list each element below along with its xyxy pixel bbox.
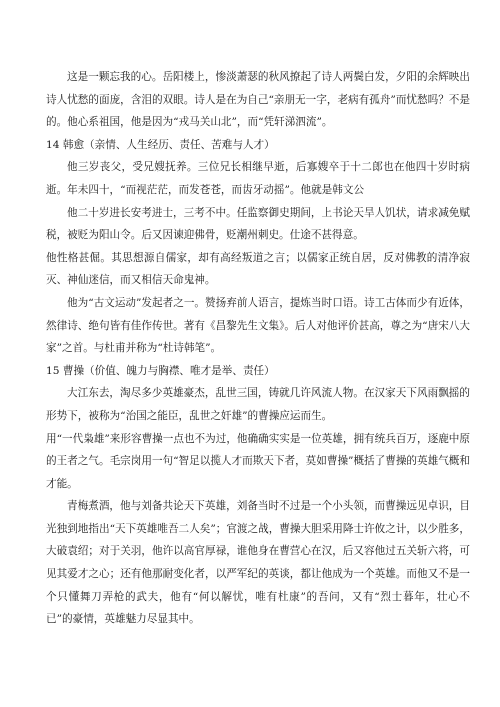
section-heading-15: 15 曹操（价值、魄力与胸襟、唯才是举、责任） (46, 364, 275, 377)
section-heading-14: 14 韩愈（亲情、人生经历、责任、苦难与人才） (46, 138, 275, 151)
paragraph-9: 用“一代枭雄”来形容曹操一点也不为过，他确确实实是一位英雄，拥有统兵百万，逐鹿中原的王者之气。毛宗岗用一句“智足以揽人才而欺天下者，莫如曹操”概括了曹操的英雄气概和才能。 (46, 432, 470, 490)
paragraph-6: 他为“古文运动”发起者之一。赞扬弃前人语言，提炼当时口语。诗工古体而少有近体，然律诗、绝句皆有佳作传世。著有《昌黎先生文集》。后人对他评价甚高，尊之为“唐宋八大家”之首。与杜甫并称为“杜诗韩笔”。 (46, 296, 470, 355)
paragraph-10: 青梅煮酒，他与刘备共论天下英雄，刘备当时不过是一个小头领，而曹操远见卓识，目光独到地指出“天下英雄唯吾二人矣”；官渡之战，曹操大胆采用降士许攸之计，以少胜多，大破袁绍；对于关羽，他许以高官厚禄，谁他身在曹营心在汉，后又容他过五关斩六将，可见其爱才之心；还有他那耐变化者，以严军纪的英谈，都让他成为一个英雄。而他又不是一个只懂舞刀弄枪的武夫，他有“何以解忧，唯有杜康”的吾问，又有“烈士暮年，壮心不已”的豪情，英雄魅力尽显其中。 (46, 500, 470, 626)
paragraph-4: 他二十岁进长安考进士，三考不中。任监察御史期间，上书论天旱人饥状，请求减免赋税，被贬为阳山令。后又因谏迎佛骨，贬潮州刺史。仕途不甚得意。 (46, 206, 470, 242)
paragraph-5: 他性格甚倔。其思想源自儒家，却有高经叛道之言；以儒家正统自居，反对佛教的清净寂灭、神仙迷信，而又相信天命鬼神。 (46, 251, 470, 287)
paragraph-1: 这是一颗忘我的心。岳阳楼上，惨淡萧瑟的秋风撩起了诗人两鬓白发，夕阳的余辉映出诗人忧愁的面庞，含泪的双眼。诗人是在为自己“亲朋无一字，老病有孤舟”而忧愁吗？不是的。他心系祖国，他是因为“戎马关山北”，而“凭轩涕泗流”。 (46, 71, 470, 129)
paragraph-8: 大江东去，淘尽多少英雄豪杰，乱世三国，铸就几许风流人物。在汉家天下风雨飘摇的形势下，被称为“治国之能臣，乱世之奸雄”的曹操应运而生。 (46, 387, 470, 422)
paragraph-3: 他三岁丧父，受兄嫂抚养。三位兄长相继早逝，后寡嫂卒于十二郎也在他四十岁时病逝。年未四十，“而视茫茫，而发苍苍，而齿牙动摇”。他就是韩文公 (46, 161, 470, 196)
